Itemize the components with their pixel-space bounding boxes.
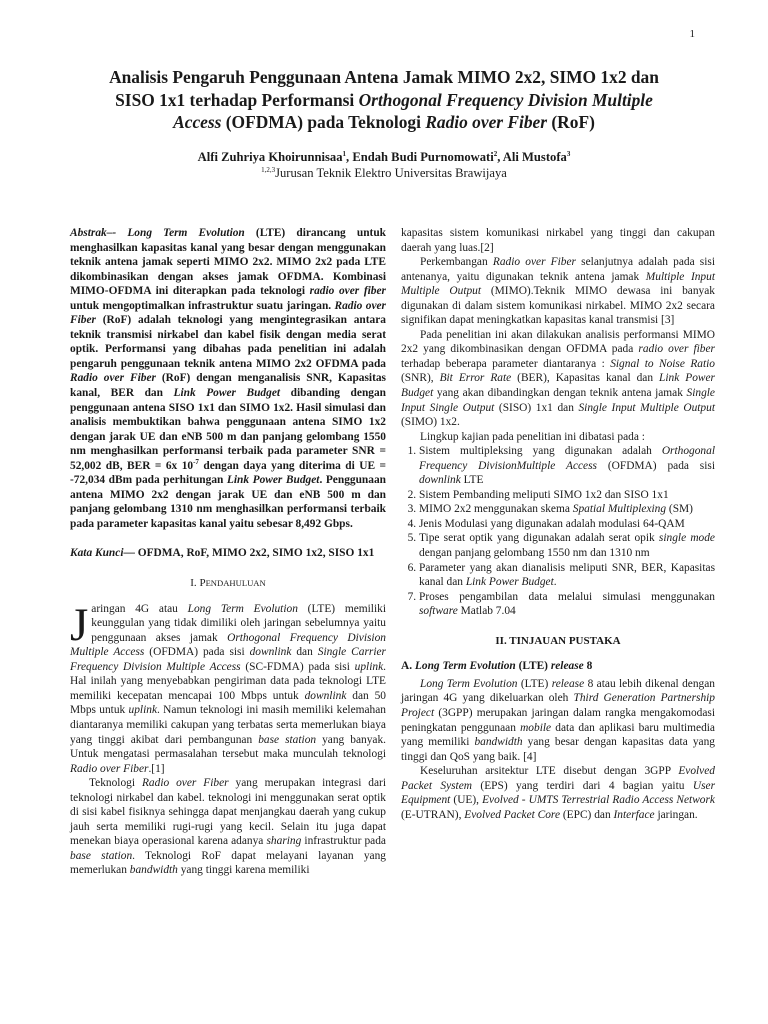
intro-paragraph-2: Teknologi Radio over Fiber yang merupakan integrasi dari teknologi nirkabel dan kabel. teknologi ini menggunakan serat optik di sisi kabel fisiknya sehingga dapat menjangkau daerah yang cukup jauh serta memiliki rugi-rugi yang kecil. Selain itu juga dapat menekan biaya operasional karena adanya sharing infrastruktur pada base station. Teknologi RoF dapat melayani layanan yang memerlukan bandwidth yang tinggi karena memiliki [70,777,386,877]
list-item: 2. Sistem Pembanding meliputi SIMO 1x2 dan SISO 1x1 [419,488,715,503]
list-item: 4. Jenis Modulasi yang digunakan adalah modulasi 64-QAM [419,517,715,532]
paper-title: Analisis Pengaruh Penggunaan Antena Jamak MIMO 2x2, SIMO 1x2 dan SISO 1x1 terhadap Performansi Orthogonal Frequency Division Multiple Access (OFDMA) pada Teknologi Radio over Fiber (RoF) [109,67,659,132]
drop-cap: J [70,598,89,651]
author-list: Alfi Zuhriya Khoirunnisaa$^1$, Endah Budi Purnomowati$^2$, Ali Mustofa$^3$ [197,149,571,164]
lte-paragraph-2: Keseluruhan arsitektur LTE disebut dengan 3GPP Evolved Packet System (EPS) yang terdiri dari 4 bagian yaitu User Equipment (UE), Evolved - UMTS Terrestrial Radio Access Network (E-UTRAN), Evolved Packet Core (EPC) dan Interface jaringan. [401,765,716,821]
list-item: 1. Sistem multipleksing yang digunakan adalah Orthogonal Frequency DivisionMultiple Access (OFDMA) pada sisi downlink LTE [419,444,715,488]
section-heading-tinjauan-pustaka: II. TINJAUAN PUSTAKA [495,634,621,647]
list-item: 5. Tipe serat optik yang digunakan adalah serat opik single mode dengan panjang gelombang 1550 nm dan 1310 nm [419,531,715,560]
keywords: Kata Kunci— OFDMA, RoF, MIMO 2x2, SIMO 1x2, SISO 1x1 [70,547,375,560]
abstract: Abstrak–- Long Term Evolution (LTE) dirancang untuk menghasilkan kapasitas kanal yang besar dengan menggunakan teknik antena jamak seperti MIMO 2x2. MIMO 2x2 pada LTE dikombinasikan dengan akses jamak OFDMA. Kombinasi MIMO-OFDMA ini diterapkan pada teknologi radio over fiber untuk mengoptimalkan infrastruktur suatu jaringan. Radio over Fiber (RoF) adalah teknologi yang mengintegrasikan antara teknik transmisi nirkabel dan kabel fisik dengan media serat optik. Performansi yang dibahas pada penelitian ini adalah pengaruh penggunaan teknik antena MIMO 2x2 OFDMA pada Radio over Fiber (RoF) dengan menganalisis SNR, Kapasitas kanal, BER dan Link Power Budget dibanding dengan penggunaan antena SISO 1x1 dan SIMO 1x2. Hasil simulasi dan analisis membuktikan bahwa penggunaan antena SIMO 1x2 dengan jarak UE dan eNB 500 m dan panjang gelombang 1550 nm menghasilkan performansi terbaik pada parameter SNR = 52,002 dB, BER = 6x $10^{-7}$ dengan daya yang diterima di UE = -72,034 dBm pada perhitungan Link Power Budget. Penggunaan antena MIMO 2x2 dengan jarak UE dan eNB 500 m dan panjang gelombang 1310 nm menghasilkan performansi terbaik pada parameter kapasitas kanal yaitu sebesar 8,492 Gbps. [70,227,387,530]
page-number: 1 [689,28,695,40]
right-column [401,226,715,822]
section-heading-pendahuluan: I. PENDAHULUAN [190,577,266,590]
lte-paragraph-1: Long Term Evolution (LTE) release 8 atau lebih dikenal dengan jaringan 4G yang dikeluarkan oleh Third Generation Partnership Project (3GPP) merupakan jaringan dalam rangka mengakomodasi peningkatan penggunaan mobile data dan aplikasi baru multimedia yang memiliki bandwidth yang besar dengan kapasitas data yang tinggi dan QoS yang baik. [4] [401,677,715,763]
right-paragraph-2: Perkembangan Radio over Fiber selanjutnya adalah pada sisi antenanya, yaitu digunakan teknik antena jamak Multiple Input Multiple Output (MIMO).Teknik MIMO dewasa ini banyak digunakan di dalam sistem komunikasi nirkabel. MIMO 2x2 secara signifikan dapat meningkatkan kapasitas kanal transmisi [3] [401,256,716,327]
scope-intro: Lingkup kajian pada penelitian ini dibatasi pada : [420,430,645,443]
scope-list [401,444,715,619]
subsection-heading-lte: A. Long Term Evolution (LTE) release 8 [401,660,593,673]
list-item: 3. MIMO 2x2 menggunakan skema Spatial Multiplexing (SM) [419,502,715,517]
right-paragraph-1: kapasitas sistem komunikasi nirkabel yang tinggi dan cakupan daerah yang luas.[2] [401,227,715,254]
list-item: 7. Proses pengambilan data melalui simulasi menggunakan software Matlab 7.04 [419,590,715,619]
left-column [70,226,386,878]
intro-paragraph-1: Jaringan 4G atau Long Term Evolution (LTE) memiliki keunggulan yang tidak dimiliki oleh jaringan sebelumnya yaitu penggunaan akses jamak Orthogonal Frequency Division Multiple Access (OFDMA) pada sisi downlink dan Single Carrier Frequency Division Multiple Access (SC-FDMA) pada sisi uplink. Hal inilah yang menyebabkan pengiriman data pada teknologi LTE memiliki kecepatan mencapai 100 Mbps untuk downlink dan 50 Mbps untuk uplink. Namun teknologi ini masih memiliki kelemahan diantaranya memiliki cakupan yang terbatas serta memerlukan biaya yang tinggi akibat dari pembangunan base station yang banyak. Untuk mengatasi permasalahan tersebut maka munculah teknologi Radio over Fiber.[1] [70,598,386,775]
affiliation: $^{1,2,3}$Jurusan Teknik Elektro Universitas Brawijaya [261,165,507,180]
list-item: 6. Parameter yang akan dianalisis meliputi SNR, BER, Kapasitas kanal dan Link Power Budget. [419,561,715,590]
right-paragraph-3: Pada penelitian ini akan dilakukan analisis performansi MIMO 2x2 yang dikombinasikan dengan OFDMA pada radio over fiber terhadap beberapa parameter diantaranya : Signal to Noise Ratio (SNR), Bit Error Rate (BER), Kapasitas kanal dan Link Power Budget yang akan dibandingkan dengan teknik antena jamak Single Input Single Output (SISO) 1x1 dan Single Input Multiple Output (SIMO) 1x2. [401,328,716,429]
